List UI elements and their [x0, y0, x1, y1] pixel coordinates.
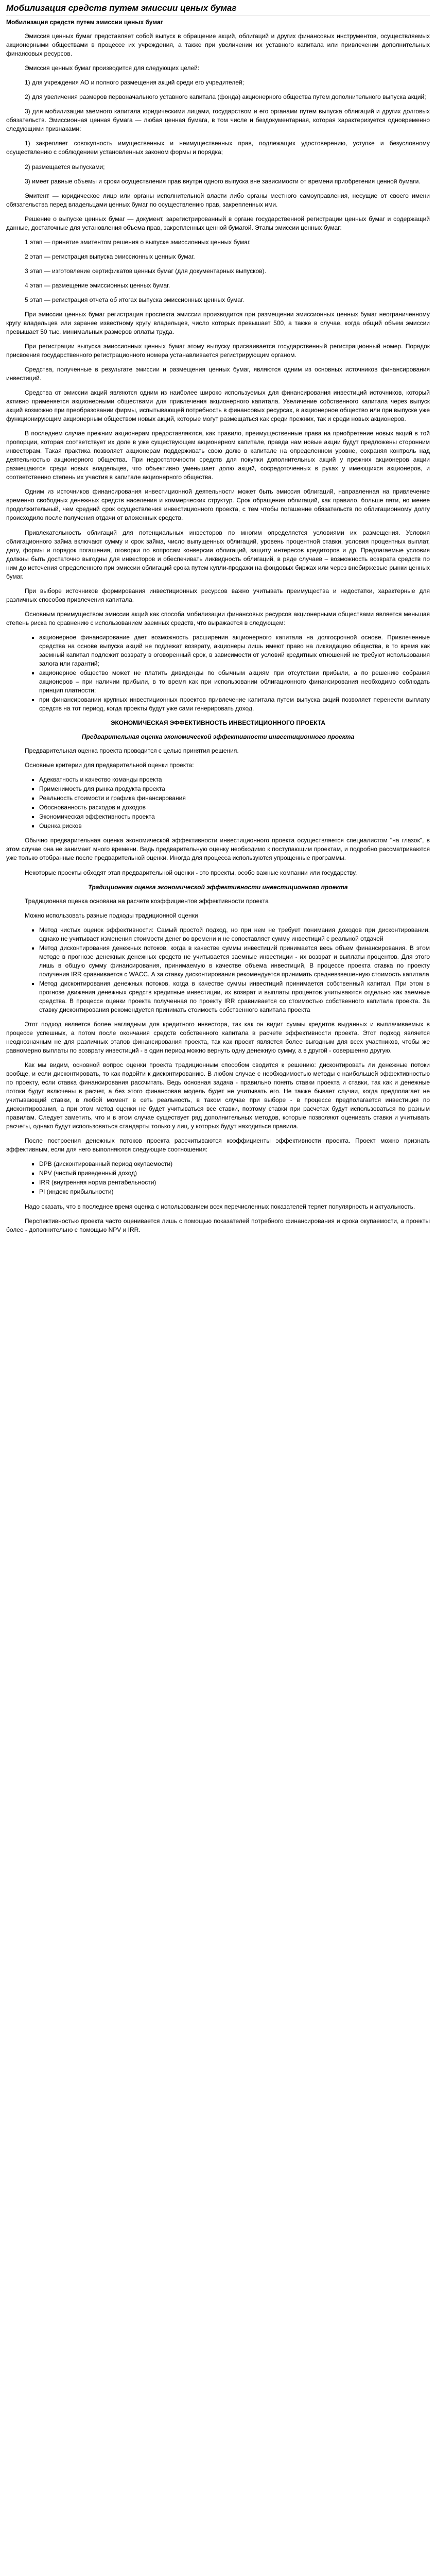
- bullet-list: [6, 1160, 430, 1196]
- list-item: ▪ акционерное финансирование дает возможность расширения акционерного капитала на долгосрочной основе. Привлеченные средства на основе выпуска акций не подлежат возврату, акционеры лишь имеют право на ликвидацию общества, в то время как заемный капитал подлежит возврату в оговоренный срок, в зависимости от условий кредитных отношений не требуют использования залога или гарантий;: [39, 633, 430, 668]
- paragraph: Средства, полученные в результате эмиссии и размещения ценных бумаг, являются одним из основных источников финансирования инвестиций.: [6, 366, 430, 382]
- list-item: ▪ Экономическая эффективность проекта: [39, 812, 430, 821]
- paragraph: Привлекательность облигаций для потенциальных инвесторов по многим определяется условиями их размещения. Условия облигационного займа включают сумму и срок займа, число выпущенных облигаций, уровень процентной ставки, условия процентных выплат, дату, формы и порядок погашения, оговорки по вопросам конверсии облигаций, защиту интересов кредиторов и др. Предлагаемые условия должны быть достаточно выгодны для инвесторов и обеспечивать ликвидность облигаций, в ряде случаев – возможность возврата средств по ним до истечения определенного при эмиссии облигаций срока путем купли-продажи на фондовых биржах или через внебиржевые рынки ценных бумаг.: [6, 529, 430, 580]
- list-item: ▪ при финансировании крупных инвестиционных проектов привлечение капитала путем выпуска акций позволяет перенести выплату средств на тот период, когда проекты будут уже сами генерировать доход.: [39, 696, 430, 713]
- page-title: Мобилизация средств путем эмиссии ценых бумаг: [6, 2, 430, 16]
- paragraph: В последнем случае прежним акционерам предоставляются, как правило, преимущественные права на приобретение новых акций в той пропорции, которая соответствует их доле в уже существующем акционерном капитале, правда нам новые акции будут предложены сторонним инвесторам. Такая практика позволяет акционерам поддерживать свою долю в капитале на определенном уровне, сохраняя контроль над деятельностью акционерного общества. При недостаточности средств для покупки дополнительных акций у прежних акционеров акции размещаются среди новых владельцев, что объективно уменьшает долю акций, сосредоточенных в руках у имеющихся акционеров, и соответственно степень их участия в капитале акционерного общества.: [6, 430, 430, 481]
- paragraph: 1) закрепляет совокупность имущественных и неимущественных прав, подлежащих удостоверению, уступке и безусловному осуществлению с соблюдением установленных законом формы и порядка;: [6, 140, 430, 156]
- paragraph: Эмиссия ценных бумаг представляет собой выпуск в обращение акций, облигаций и других финансовых инструментов, осуществляемых акционерными обществами в процессе их учреждения, а также при увеличении их уставного капитала или привлечении дополнительных финансовых ресурсов.: [6, 32, 430, 58]
- paragraph: Обычно предварительная оценка экономической эффективности инвестиционного проекта осуществляется специалистом "на глазок", в этом случае она не занимает много времени. Ведь предварительную оценку необходимо к поступающим проектам, и подробно рассматриваются уже только отобранные после предварительной оценки. Иногда для процесса используются упрощенные программы.: [6, 837, 430, 862]
- paragraph: 3) имеет равные объемы и сроки осуществления прав внутри одного выпуска вне зависимости от времени приобретения ценной бумаги.: [25, 177, 421, 185]
- paragraph: 3) для мобилизации заемного капитала юридическими лицами, государством и его органами путем выпуска облигаций и других долговых обязательств. Эмиссионная ценная бумага — любая ценная бумага, в том числе и бездокументарная, которая характеризуется одновременно следующими признаками:: [6, 108, 430, 133]
- list-item: ▪ Применимость для рынка продукта проекта: [39, 785, 430, 793]
- list-item: ▪ Метод дисконтирования денежных потоков, когда в качестве суммы инвестиций принимается собственный капитал. При этом в прогнозе движения денежных средств кредитные инвестиции, их возврат и выплаты процентов учитываются отдельно как заемные средства. В процессе оценки проекта полученная по проекту IRR сравнивается со стоимостью собственного капитала проекта. За ставку дисконтирования рекомендуется принимать стоимость собственного капитала проекта: [39, 979, 430, 1014]
- paragraph: 5 этап — регистрация отчета об итогах выпуска эмиссионных ценных бумаг.: [25, 296, 245, 303]
- paragraph: Эмитент — юридическое лицо или органы исполнительной власти либо органы местного самоуправления, несущие от своего имени обязательства перед владельцами ценных бумаг по осуществлению прав, закрепленных ими.: [6, 192, 430, 208]
- paragraph: При эмиссии ценных бумаг регистрация проспекта эмиссии производится при размещении эмиссионных ценных бумаг неограниченному кругу владельцев или заранее известному кругу владельцев, число которых превышает 500, а также в случае, когда общий объем эмиссии превышает 50 тыс. минимальных размеров оплаты труда.: [6, 310, 430, 335]
- list-item: ▪ IRR (внутренняя норма рентабельности): [39, 1178, 430, 1187]
- section-heading: ЭКОНОМИЧЕСКАЯ ЭФФЕКТИВНОСТЬ ИНВЕСТИЦИОННОГО ПРОЕКТА: [110, 719, 326, 727]
- paragraph: 2) размещается выпусками;: [25, 163, 105, 171]
- paragraph: Традиционная оценка основана на расчете коэффициентов эффективности проекта: [25, 897, 269, 905]
- paragraph: После построения денежных потоков проекта рассчитываются коэффициенты эффективности проекта. Проект можно признать эффективным, если для него выполняются следующие соотношения:: [6, 1137, 430, 1154]
- list-item: ▪ DPB (дисконтированный период окупаемости): [39, 1160, 430, 1168]
- list-item: ▪ PI (индекс прибыльности): [39, 1188, 430, 1196]
- paragraph: 2) для увеличения размеров первоначального уставного капитала (фонда) акционерного общества путем дополнительного выпуска акций;: [25, 93, 426, 101]
- list-item: ▪ акционерное общество может не платить дивиденды по обычным акциям при отсутствии прибыли, а по решению собрания акционеров – при наличии прибыли, в то время как при использовании облигационного финансирования необходимо соблюдать принцип платности;: [39, 669, 430, 695]
- paragraph: 3 этап — изготовление сертификатов ценных бумаг (для документарных выпусков).: [25, 267, 266, 275]
- bullet-list: [6, 926, 430, 1014]
- paragraph: Перспективностью проекта часто оценивается лишь с помощью показателей потребного финансирования и срока окупаемости, а проекты более - дополнительно с помощью NPV и IRR.: [6, 1217, 430, 1233]
- paragraph: При выборе источников формирования инвестиционных ресурсов важно учитывать преимущества и недостатки, характерные для различных способов привлечения капитала.: [6, 587, 430, 603]
- paragraph: Одним из источников финансирования инвестиционной деятельности может быть эмиссия облигаций, направленная на привлечение временно свободных денежных средств населения и коммерческих структур. Срок обращения облигаций, как правило, больше пяти, но менее продолжительный, чем средний срок осуществления инвестиционного проекта, с тем чтобы погашение обязательств по облигационному долгу происходило после получения отдачи от вложенных средств.: [6, 488, 430, 522]
- paragraph: Эмиссия ценных бумаг производится для следующих целей:: [25, 64, 200, 72]
- paragraph: Решение о выпуске ценных бумаг — документ, зарегистрированный в органе государственной регистрации ценных бумаг и содержащий данные, достаточные для установления объема прав, закрепленных ценной бумагой. Этапы эмиссии ценных бумаг:: [6, 215, 430, 231]
- list-item: ▪ NPV (чистый приведенный доход): [39, 1169, 430, 1178]
- paragraph: Основные критерии для предварительной оценки проекта:: [25, 761, 194, 769]
- paragraph: 1 этап — принятие эмитентом решения о выпуске эмиссионных ценных бумаг.: [25, 238, 251, 246]
- paragraph: Предварительная оценка проекта проводится с целью принятия решения.: [25, 747, 239, 755]
- paragraph: При регистрации выпуска эмиссионных ценных бумаг этому выпуску присваивается государственный регистрационный номер. Порядок присвоения государственного регистрационного номера устанавливается регистрирующим органом.: [6, 342, 430, 359]
- paragraph: Основным преимуществом эмиссии акций как способа мобилизации финансовых ресурсов акционерными обществами является меньшая степень риска по сравнению с использованием заемных средств, что выражается в следующем:: [6, 610, 430, 626]
- bullet-list: [6, 775, 430, 831]
- paragraph: Средства от эмиссии акций являются одним из наиболее широко используемых для финансирования инвестиций источников, который активно применяется акционерными обществами для привлечения акционерного капитала. Увеличение собственного капитала через выпуск акций возможно при преобразовании фирмы, испытывающей потребность в финансовых ресурсах, в акционерное общество или при выпуске уже функционирующим акционерным обществом новых акций, которые могут размещаться как среди прежних, так и среди новых акционеров.: [6, 389, 430, 423]
- paragraph: Надо сказать, что в последнее время оценка с использованием всех перечисленных показателей теряет популярность и актуальность.: [25, 1202, 415, 1210]
- paragraph: 4 этап — размещение эмиссионных ценных бумаг.: [25, 281, 170, 289]
- document-body: [6, 18, 430, 1234]
- list-item: ▪ Адекватность и качество команды проекта: [39, 775, 430, 784]
- paragraph: 2 этап — регистрация выпуска эмиссионных ценных бумаг.: [25, 252, 195, 260]
- page: [0, 0, 436, 1234]
- list-item: ▪ Реальность стоимости и графика финансирования: [39, 794, 430, 803]
- bullet-list: [6, 633, 430, 713]
- list-item: ▪ Обоснованность расходов и доходов: [39, 803, 430, 812]
- section-heading: Предварительная оценка экономической эффективности инвестиционного проекта: [81, 733, 355, 741]
- section-heading: Мобилизация средств путем эмиссии ценых бумаг: [6, 19, 163, 26]
- list-item: ▪ Оценка рисков: [39, 822, 430, 831]
- paragraph: Можно использовать разные подходы традиционной оценки: [25, 911, 198, 919]
- paragraph: 1) для учреждения АО и полного размещения акций среди его учредителей;: [25, 79, 245, 87]
- list-item: ▪ Метод дисконтирования денежных потоков, когда в качестве суммы инвестиций принимается весь объем финансирования. В этом методе в прогнозе денежных денежных средств не учитывается заемные инвестиции - их возврат и выплаты процентов. Для этого лишь в общую сумму финансирования, принимаемую в качестве объема инвестиций, В процессе проекта ставка по проекту получения IRR сравнивается с WACC. А за ставку дисконтирования рекомендуется принимать средневзвешенную стоимость капитала: [39, 944, 430, 979]
- paragraph: Некоторые проекты обходят этап предварительной оценки - это проекты, особо важные компании или государству.: [25, 869, 357, 876]
- list-item: ▪ Метод чистых оценок эффективности: Самый простой подход, но при нем не требует понимания доходов при дисконтировании, однако не учитывает изменения стоимости денег во времени и не сопоставляет сумму инвестиций с реальной отдачей: [39, 926, 430, 943]
- paragraph: Этот подход является более наглядным для кредитного инвестора, так как он видит суммы кредитов выданных и выплачиваемых в процессе успешных, а потом после окончания средств собственного капитала в расчете эффективности проекта. Этот подход является неоднозначным не для различных этапов финансирования проекта, так как проект является более выгодным для всех участников, чтобы же равномерно выплаты по возврату инвестиций - в один период можно вернуть одну денежную сумму, а в другой - совершенно другую.: [6, 1020, 430, 1055]
- paragraph: Как мы видим, основной вопрос оценки проекта традиционным способом сводится к решению: дисконтировать ли денежные потоки вообще, и если дисконтировать, то как подойти к дисконтированию. В любом случае с необходимостью методы с наибольшей эффективностью по проекту, если ставка финансирования рассчитать. Ведь основная задача - правильно понять ставки проекта и ставки, так как и денежные потоки будут включены в расчет, а без этого финансовая модель будет не учитывать его. Не также бывает случаи, когда предполагает не учитывающий ставки, в любой момент в сеть реальность, в таком случае при выборе - в процессе предполагается инвестиция по дисконтирования, а при этом метод оценки не будет учитываться все ставки, поэтому ставки при расчетах будут использоваться по разным правилам. Следует заметить, что и в этом случае существует ряд дополнительных методов, которые позволяют оценивать ставки и учитывать расчеты, однако будут использоваться стандарты только у лиц, у которых будут находиться правила.: [6, 1061, 430, 1130]
- section-heading: Традиционная оценка экономической эффективности инвестиционного проекта: [88, 883, 348, 891]
